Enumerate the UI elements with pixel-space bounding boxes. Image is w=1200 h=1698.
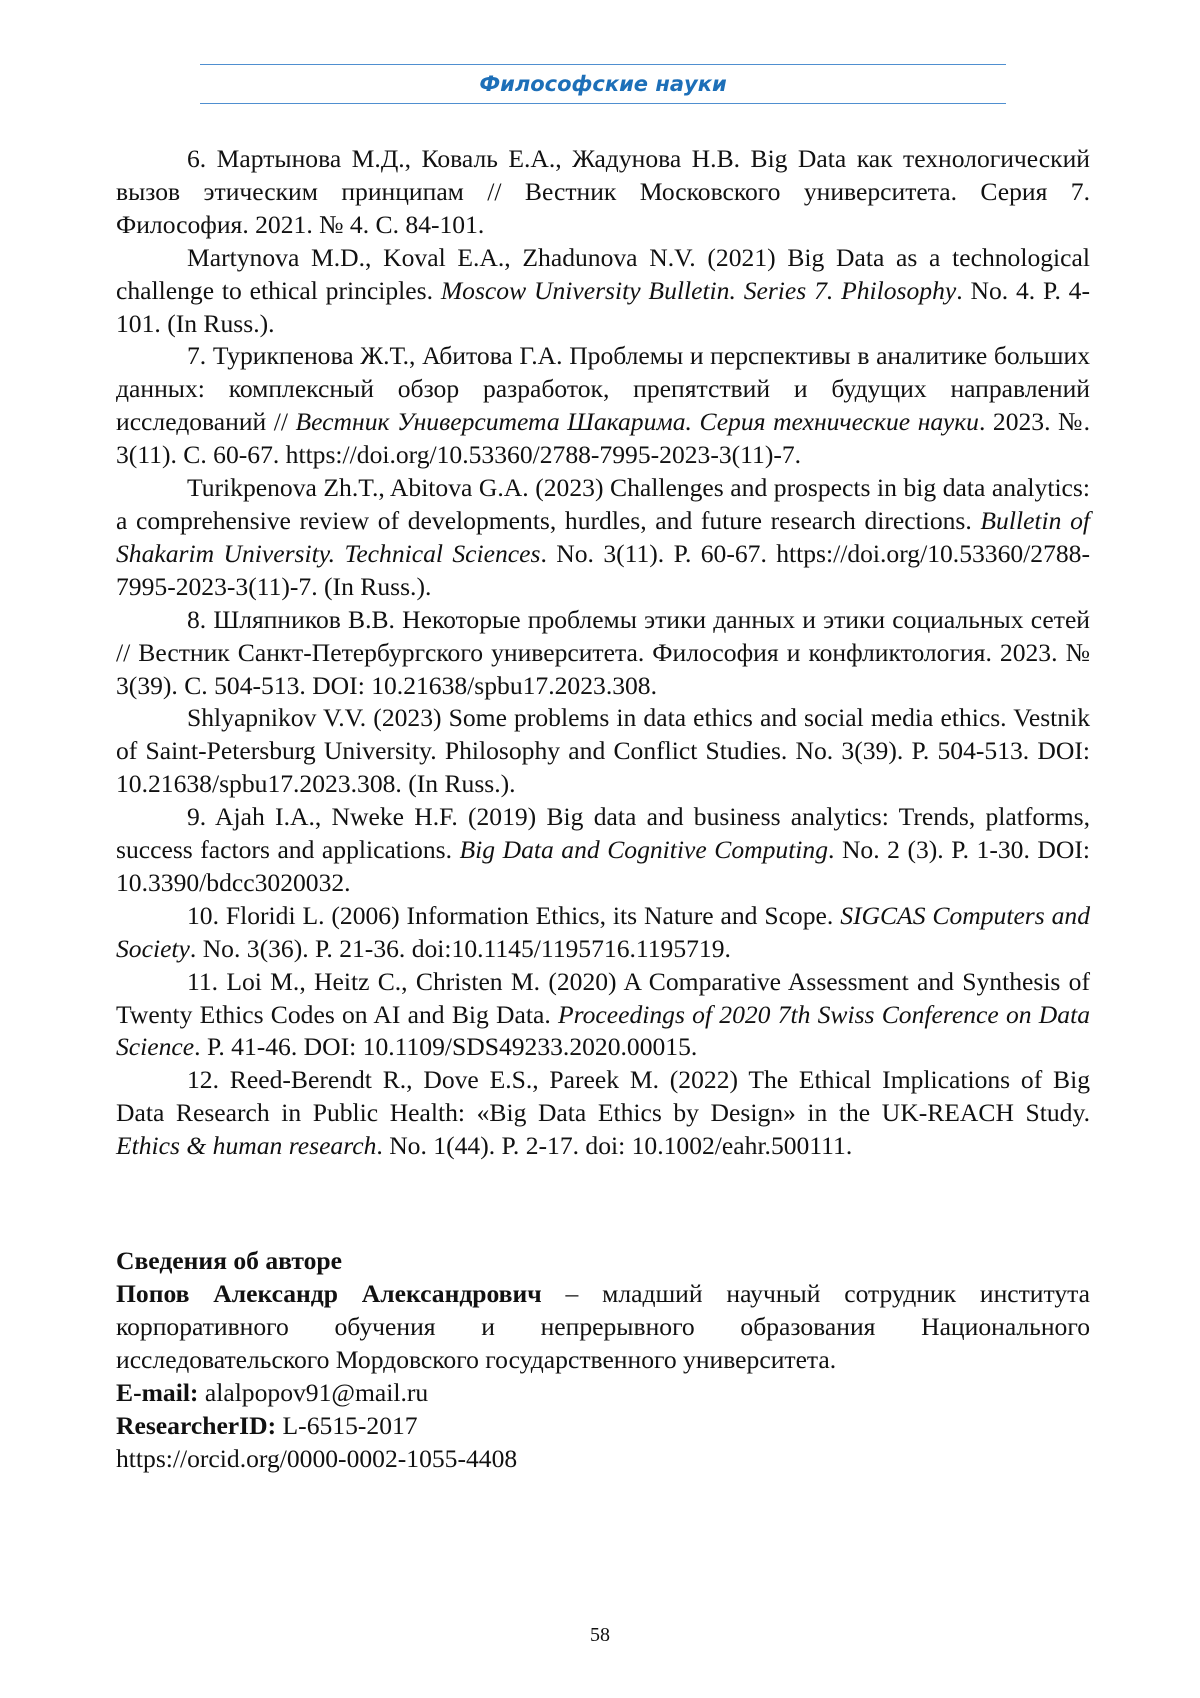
author-orcid: https://orcid.org/0000-0002-1055-4408 bbox=[116, 1443, 518, 1473]
journal-title: Proceedings of 2020 7th Swiss Conference on Data Science bbox=[116, 999, 1090, 1062]
reference-7-ru: 7. Турикпенова Ж.Т., Абитова Г.А. Проблемы и перспективы в аналитике больших данных: комплексный обзор разработок, препятствий и будущих направлений исследований // Вестник Университета Шакарима. Серия технические науки. 2023. №. 3(11). С. 60-67. https://doi.org/10.53360/2788-7995-2023-3(11)-7. bbox=[116, 341, 1090, 470]
reference-11: 11. Loi M., Heitz C., Christen M. (2020) A Comparative Assessment and Synthesis of Twenty Ethics Codes on AI and Big Data. Proceedings of 2020 7th Swiss Conference on Data Science. P. 41-46. DOI: 10.1109/SDS49233.2020.00015. bbox=[116, 966, 1090, 1062]
researcher-id-value: L-6515-2017 bbox=[276, 1410, 418, 1440]
reference-8-en: Shlyapnikov V.V. (2023) Some problems in data ethics and social media ethics. Vestnik of Saint-Petersburg University. Philosophy and Conflict Studies. No. 3(39). P. 504-513. DOI: 10.21638/spbu17.2023.308. (In Russ.). bbox=[116, 703, 1090, 799]
journal-title: Moscow University Bulletin. Series 7. Philosophy bbox=[440, 275, 957, 305]
reference-8-ru: 8. Шляпников В.В. Некоторые проблемы этики данных и этики социальных сетей // Вестник Санкт-Петербургского университета. Философия и конфликтология. 2023. № 3(39). С. 504-513. DOI: 10.21638/spbu17.2023.308. bbox=[116, 604, 1090, 700]
email-value: alalpopov91@mail.ru bbox=[198, 1377, 429, 1407]
journal-title: Bulletin of Shakarim University. Technical Sciences bbox=[116, 505, 1090, 568]
header-title: Философские науки bbox=[479, 72, 727, 96]
running-header bbox=[200, 64, 1006, 104]
reference-6-en: Martynova M.D., Koval E.A., Zhadunova N.V. (2021) Big Data as a technological challenge to ethical principles. Moscow University Bulletin. Series 7. Philosophy. No. 4. P. 4-101. (In Russ.). bbox=[116, 242, 1090, 338]
journal-title: SIGCAS Computers and Society bbox=[116, 900, 1090, 963]
reference-7-en: Turikpenova Zh.T., Abitova G.A. (2023) Challenges and prospects in big data analytics: a comprehensive review of developments, hurdles, and future research directions. Bulletin of Shakarim University. Technical Sciences. No. 3(11). P. 60-67. https://doi.org/10.53360/2788-7995-2023-3(11)-7. (In Russ.). bbox=[116, 473, 1090, 601]
article-body bbox=[116, 143, 1090, 1475]
header-bottom-rule bbox=[200, 103, 1006, 104]
reference-12: 12. Reed-Berendt R., Dove E.S., Pareek M. (2022) The Ethical Implications of Big Data Research in Public Health: «Big Data Ethics by Design» in the UK-REACH Study. Ethics & human research. No. 1(44). P. 2-17. doi: 10.1002/eahr.500111. bbox=[116, 1065, 1090, 1161]
journal-title: Вестник Университета Шакарима. Серия технические науки bbox=[295, 407, 979, 437]
author-email bbox=[116, 1377, 1090, 1410]
reference-9: 9. Ajah I.A., Nweke H.F. (2019) Big data and business analytics: Trends, platforms, success factors and applications. Big Data and Cognitive Computing. No. 2 (3). P. 1-30. DOI: 10.3390/bdcc3020032. bbox=[116, 802, 1090, 897]
journal-title: Big Data and Cognitive Computing bbox=[459, 835, 829, 865]
author-info-heading: Сведения об авторе bbox=[116, 1246, 342, 1276]
author-researcher-id bbox=[116, 1410, 1090, 1443]
journal-title: Ethics & human research bbox=[116, 1131, 377, 1161]
researcher-id-label: ResearcherID: bbox=[116, 1410, 277, 1440]
reference-6-ru: 6. Мартынова М.Д., Коваль Е.А., Жадунова Н.В. Big Data как технологический вызов этическим принципам // Вестник Московского университета. Серия 7. Философия. 2021. № 4. С. 84-101. bbox=[116, 144, 1090, 239]
reference-10: 10. Floridi L. (2006) Information Ethics, its Nature and Scope. SIGCAS Computers and Society. No. 3(36). P. 21-36. doi:10.1145/1195716.1195719. bbox=[116, 900, 1090, 963]
email-label: E-mail: bbox=[116, 1377, 199, 1407]
section-spacer bbox=[116, 1163, 1090, 1245]
author-description: Попов Александр Александрович – младший научный сотрудник института корпоративного обучения и непрерывного образования Национального исследовательского Мордовского государственного университета. bbox=[116, 1279, 1091, 1374]
author-name: Попов Александр Александрович bbox=[116, 1279, 542, 1308]
page-number: 58 bbox=[590, 1624, 610, 1646]
